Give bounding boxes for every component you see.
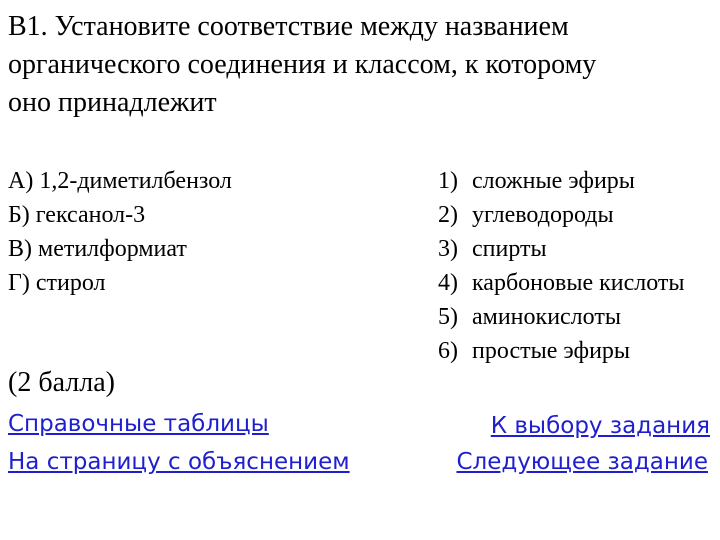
class-item-5 bbox=[408, 300, 685, 334]
class-number: 2) bbox=[438, 202, 458, 228]
class-item-3 bbox=[408, 232, 685, 266]
task-title-line: В1. Установите соответствие между названием bbox=[8, 11, 569, 42]
class-label: сложные эфиры bbox=[472, 168, 635, 194]
class-number: 6) bbox=[438, 338, 458, 364]
task-title bbox=[8, 8, 708, 122]
score-label: (2 балла) bbox=[8, 367, 115, 398]
reference-tables-link[interactable]: Справочные таблицы bbox=[8, 411, 269, 437]
class-number: 3) bbox=[438, 236, 458, 262]
compound-list bbox=[8, 164, 232, 300]
compound-item-b: Б) гексанол-3 bbox=[8, 202, 146, 228]
task-title-line: оно принадлежит bbox=[8, 87, 217, 118]
class-number: 4) bbox=[438, 270, 458, 296]
compound-item-g: Г) стирол bbox=[8, 270, 106, 296]
class-label: карбоновые кислоты bbox=[472, 270, 685, 296]
next-task-link[interactable]: Следующее задание bbox=[456, 449, 708, 475]
class-item-4 bbox=[408, 266, 685, 300]
class-item-6 bbox=[408, 334, 685, 368]
compound-item-a: А) 1,2-диметилбензол bbox=[8, 168, 232, 194]
explanation-page-link[interactable]: На страницу с объяснением bbox=[8, 449, 350, 475]
class-label: спирты bbox=[472, 236, 547, 262]
class-number: 5) bbox=[438, 304, 458, 330]
compound-item-v: В) метилформиат bbox=[8, 236, 187, 262]
class-item-2 bbox=[408, 198, 685, 232]
class-label: аминокислоты bbox=[472, 304, 621, 330]
class-list bbox=[408, 164, 685, 368]
choose-task-link[interactable]: К выбору задания bbox=[490, 413, 710, 439]
task-title-line: органического соединения и классом, к которому bbox=[8, 49, 597, 80]
class-label: простые эфиры bbox=[472, 338, 631, 364]
class-number: 1) bbox=[438, 168, 458, 194]
class-label: углеводороды bbox=[472, 202, 614, 228]
class-item-1 bbox=[408, 164, 685, 198]
